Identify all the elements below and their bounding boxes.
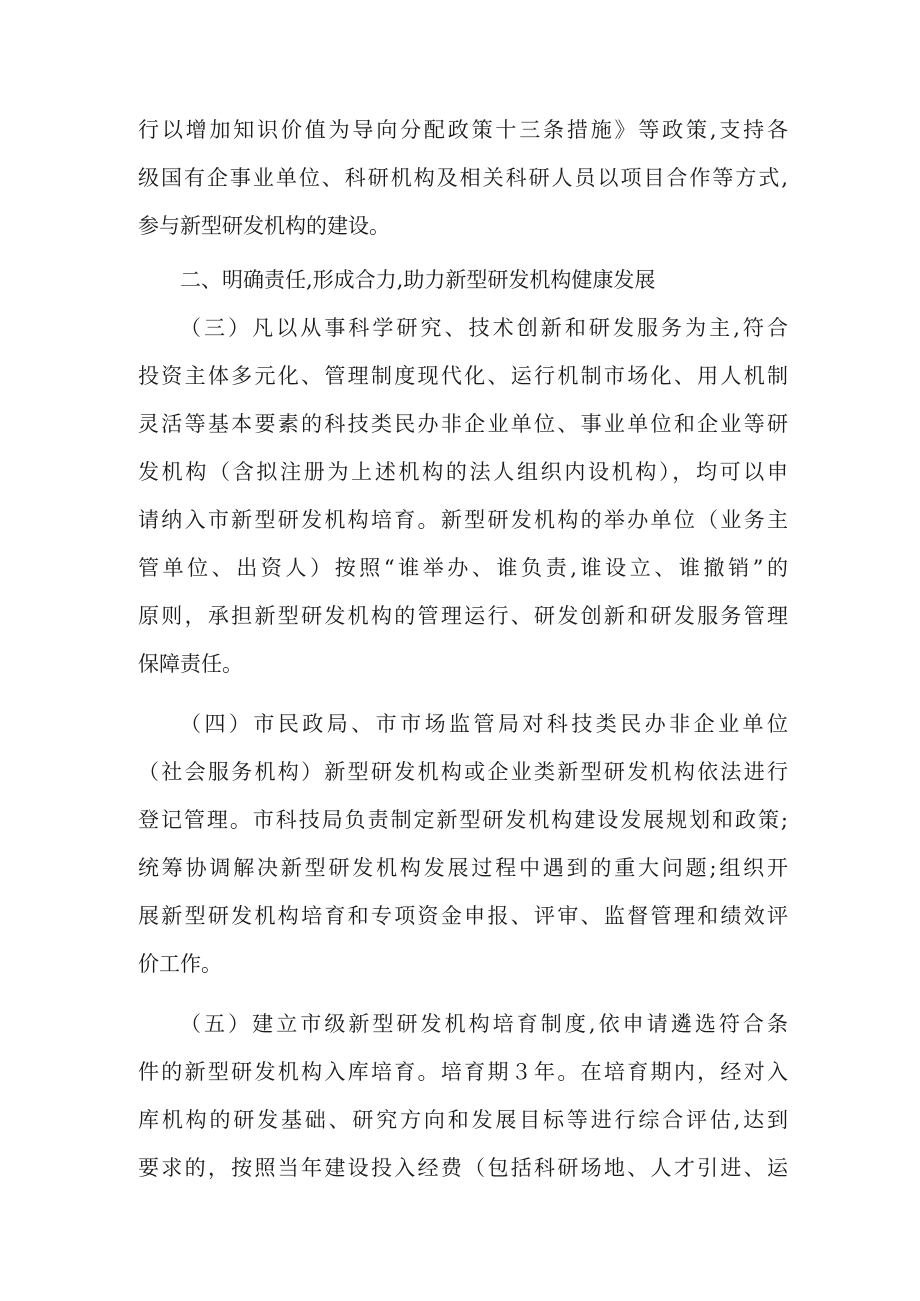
text-line: 灵活等基本要素的科技类民办非企业单位、事业单位和企业等研 (138, 412, 788, 436)
section-heading (138, 256, 788, 304)
text-line: （社会服务机构）新型研发机构或企业类新型研发机构依法进行 (138, 760, 788, 784)
text-line: （四）市民政局、市市场监管局对科技类民办非企业单位 (180, 712, 788, 736)
text-line: 发机构（含拟注册为上述机构的法人组织内设机构），均可以申 (138, 460, 788, 484)
paragraph-clause-5 (138, 1000, 788, 1192)
paragraph-clause-4 (138, 700, 788, 988)
text-line: （三）凡以从事科学研究、技术创新和研发服务为主,符合 (180, 316, 788, 340)
text-line: 原则，承担新型研发机构的管理运行、研发创新和研发服务管理 (138, 604, 788, 628)
paragraph-continuation (138, 106, 788, 250)
text-line: 管单位、出资人）按照“谁举办、谁负责,谁设立、谁撤销”的 (138, 556, 788, 580)
text-line: 价工作。 (138, 952, 222, 976)
paragraph-clause-3 (138, 304, 788, 688)
text-line: 投资主体多元化、管理制度现代化、运行机制市场化、用人机制 (138, 364, 788, 388)
text-line: 展新型研发机构培育和专项资金申报、评审、监督管理和绩效评 (138, 904, 788, 928)
text-line: 保障责任。 (138, 652, 243, 676)
document-body (138, 106, 788, 1192)
text-line: 参与新型研发机构的建设。 (138, 214, 390, 238)
text-line: （五）建立市级新型研发机构培育制度,依申请遴选符合条 (180, 1012, 788, 1036)
text-line: 行以增加知识价值为导向分配政策十三条措施》等政策,支持各 (138, 118, 788, 142)
text-line: 二、明确责任,形成合力,助力新型研发机构健康发展 (180, 268, 656, 292)
text-line: 级国有企事业单位、科研机构及相关科研人员以项目合作等方式, (138, 166, 788, 190)
text-line: 库机构的研发基础、研究方向和发展目标等进行综合评估,达到 (138, 1108, 788, 1132)
text-line: 件的新型研发机构入库培育。培育期３年。在培育期内，经对入 (138, 1060, 788, 1084)
text-line: 登记管理。市科技局负责制定新型研发机构建设发展规划和政策; (138, 808, 788, 832)
text-line: 统筹协调解决新型研发机构发展过程中遇到的重大问题;组织开 (138, 856, 788, 880)
text-line: 请纳入市新型研发机构培育。新型研发机构的举办单位（业务主 (138, 508, 788, 532)
text-line: 要求的，按照当年建设投入经费（包括科研场地、人才引进、运 (138, 1156, 788, 1180)
